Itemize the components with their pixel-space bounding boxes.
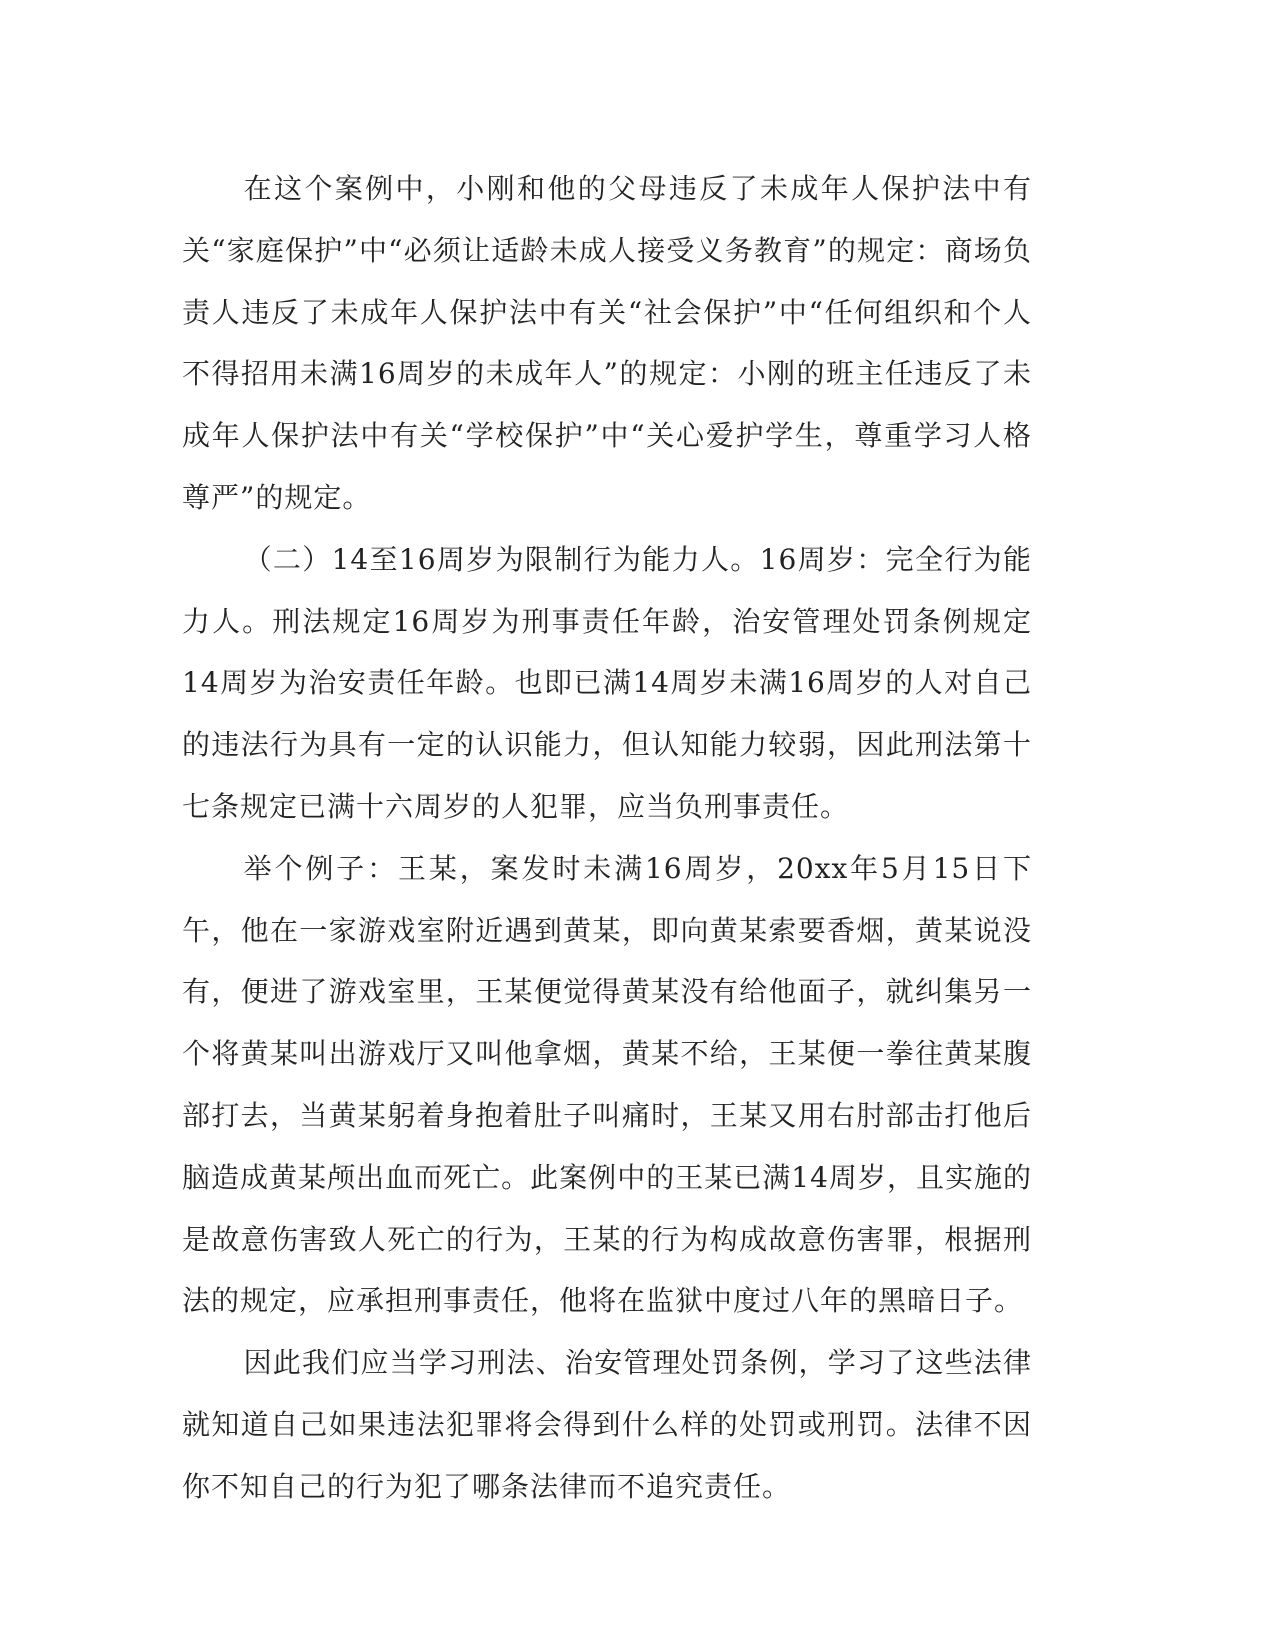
paragraph-conclusion: 因此我们应当学习刑法、治安管理处罚条例，学习了这些法律就知道自己如果违法犯罪将会得到什么样的处罚或刑罚。法律不因你不知自己的行为犯了哪条法律而不追究责任。 [182, 1346, 1032, 1503]
paragraph-example: 举个例子：王某，案发时未满16周岁，20xx年5月15日下午，他在一家游戏室附近遇到黄某，即向黄某索要香烟，黄某说没有，便进了游戏室里，王某便觉得黄某没有给他面子，就纠集另一个将黄某叫出游戏厅又叫他拿烟，黄某不给，王某便一拳往黄某腹部打去，当黄某躬着身抱着肚子叫痛时，王某又用右肘部击打他后脑造成黄某颅出血而死亡。此案例中的王某已满14周岁，且实施的是故意伤害致人死亡的行为，王某的行为构成故意伤害罪，根据刑法的规定，应承担刑事责任，他将在监狱中度过八年的黑暗日子。 [182, 851, 1032, 1318]
paragraph-limited-capacity: （二）14至16周岁为限制行为能力人。16周岁：完全行为能力人。刑法规定16周岁为刑事责任年龄，治安管理处罚条例规定14周岁为治安责任年龄。也即已满14周岁未满16周岁的人对自己的违法行为具有一定的认识能力，但认知能力较弱，因此刑法第十七条规定已满十六周岁的人犯罪，应当负刑事责任。 [182, 542, 1032, 823]
paragraph-case-analysis: 在这个案例中，小刚和他的父母违反了未成年人保护法中有关“家庭保护”中“必须让适龄未成人接受义务教育”的规定：商场负责人违反了未成年人保护法中有关“社会保护”中“任何组织和个人不得招用未满16周岁的未成年人”的规定：小刚的班主任违反了未成年人保护法中有关“学校保护”中“关心爱护学生，尊重学习人格尊严”的规定。 [182, 172, 1032, 514]
document-body [182, 158, 1032, 1518]
